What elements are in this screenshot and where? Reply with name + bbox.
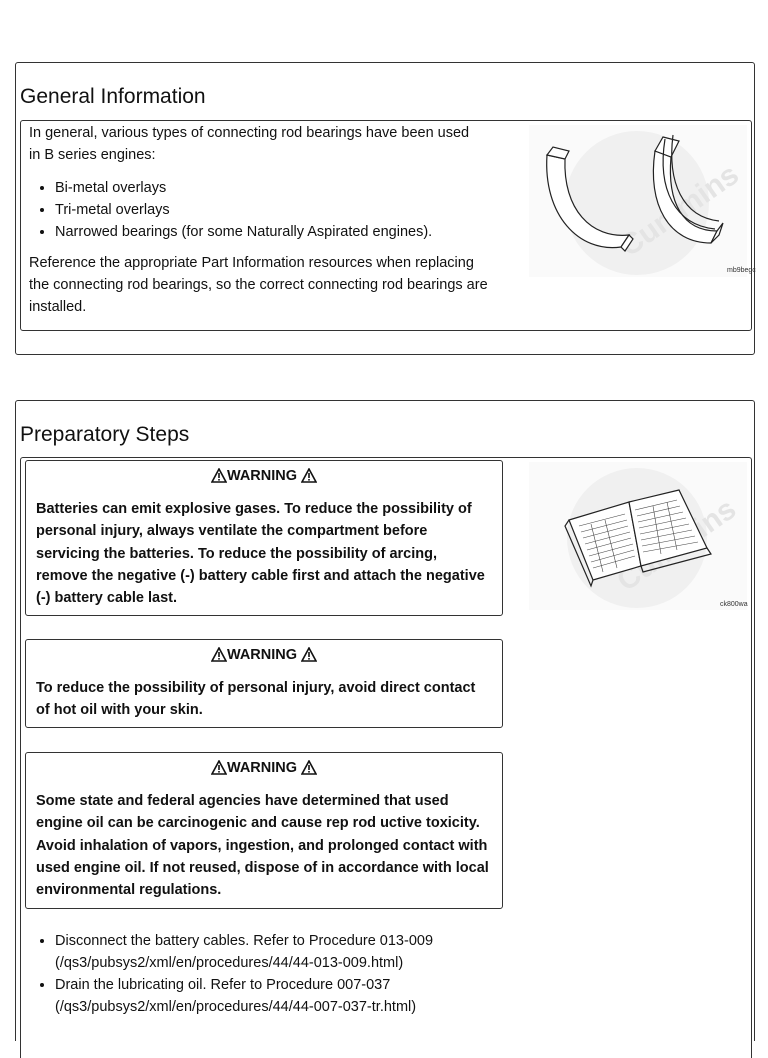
warning-text: Batteries can emit explosive gases. To reduce the possibility of personal injury, always ventilate the compartment before servicing the batteries. To reduce the possibility of arcing, remove the negative (-) battery cable first and attach the negative (-) battery cable last. bbox=[36, 501, 485, 607]
warning-box-used-oil bbox=[25, 752, 503, 909]
list-item bbox=[55, 974, 535, 1018]
section-title: General Information bbox=[20, 85, 206, 108]
list-item: • Bi-metal overlays bbox=[55, 177, 525, 199]
bearing-types-list bbox=[29, 177, 525, 243]
procedure-link[interactable]: (/qs3/pubsys2/xml/en/procedures/44/44-007-037-tr.html) bbox=[55, 999, 417, 1015]
warning-triangle-icon bbox=[301, 760, 317, 775]
bearing-figure bbox=[529, 125, 747, 277]
step-text: Drain the lubricating oil. Refer to Procedure 007-037 bbox=[55, 977, 391, 993]
intro-text: In general, various types of connecting rod bearings have been used in B series engines: bbox=[29, 125, 470, 163]
warning-label: WARNING bbox=[226, 647, 298, 663]
general-information-section bbox=[15, 62, 755, 355]
warning-text: To reduce the possibility of personal injury, avoid direct contact of hot oil with your skin. bbox=[36, 680, 476, 719]
warning-label: WARNING bbox=[226, 468, 298, 484]
warning-text: Some state and federal agencies have determined that used engine oil can be carcinogenic and cause rep rod uctive toxicity. Avoid inhalation of vapors, ingestion, and prolonged contact with used engine oil. If not reused, dispose of in accordance with local environmental regulations. bbox=[36, 793, 489, 899]
general-info-content-box bbox=[20, 120, 756, 331]
connecting-rod-bearing-shells-icon bbox=[529, 125, 747, 277]
figure-caption: ck800wa bbox=[720, 601, 748, 608]
list-item: • Narrowed bearings (for some Naturally Aspirated engines). bbox=[55, 221, 525, 243]
warning-box-batteries bbox=[25, 460, 503, 616]
figure-caption: mb9begc bbox=[727, 267, 756, 274]
section-title: Preparatory Steps bbox=[20, 423, 190, 446]
warning-label: WARNING bbox=[226, 760, 298, 776]
warning-box-hot-oil bbox=[25, 639, 503, 728]
manual-figure bbox=[529, 462, 747, 610]
warning-triangle-icon bbox=[301, 647, 317, 662]
warning-heading bbox=[26, 465, 502, 487]
warning-triangle-icon bbox=[211, 760, 227, 775]
procedure-link[interactable]: (/qs3/pubsys2/xml/en/procedures/44/44-013-009.html) bbox=[55, 955, 404, 971]
warning-triangle-icon bbox=[211, 647, 227, 662]
warning-heading bbox=[26, 644, 502, 666]
list-item: • Tri-metal overlays bbox=[55, 199, 525, 221]
step-text: Disconnect the battery cables. Refer to Procedure 013-009 bbox=[55, 933, 434, 949]
list-item bbox=[55, 930, 535, 974]
reference-text: Reference the appropriate Part Information resources when replacing the connecting rod bearings, so the correct connecting rod bearings are installed. bbox=[29, 255, 488, 315]
warning-triangle-icon bbox=[211, 468, 227, 483]
warning-heading bbox=[26, 757, 502, 779]
preparatory-steps-section bbox=[15, 400, 755, 1041]
warning-triangle-icon bbox=[301, 468, 317, 483]
prep-content-box bbox=[20, 457, 752, 1058]
open-manual-book-icon bbox=[529, 462, 747, 610]
preparatory-steps-list bbox=[29, 930, 535, 1018]
